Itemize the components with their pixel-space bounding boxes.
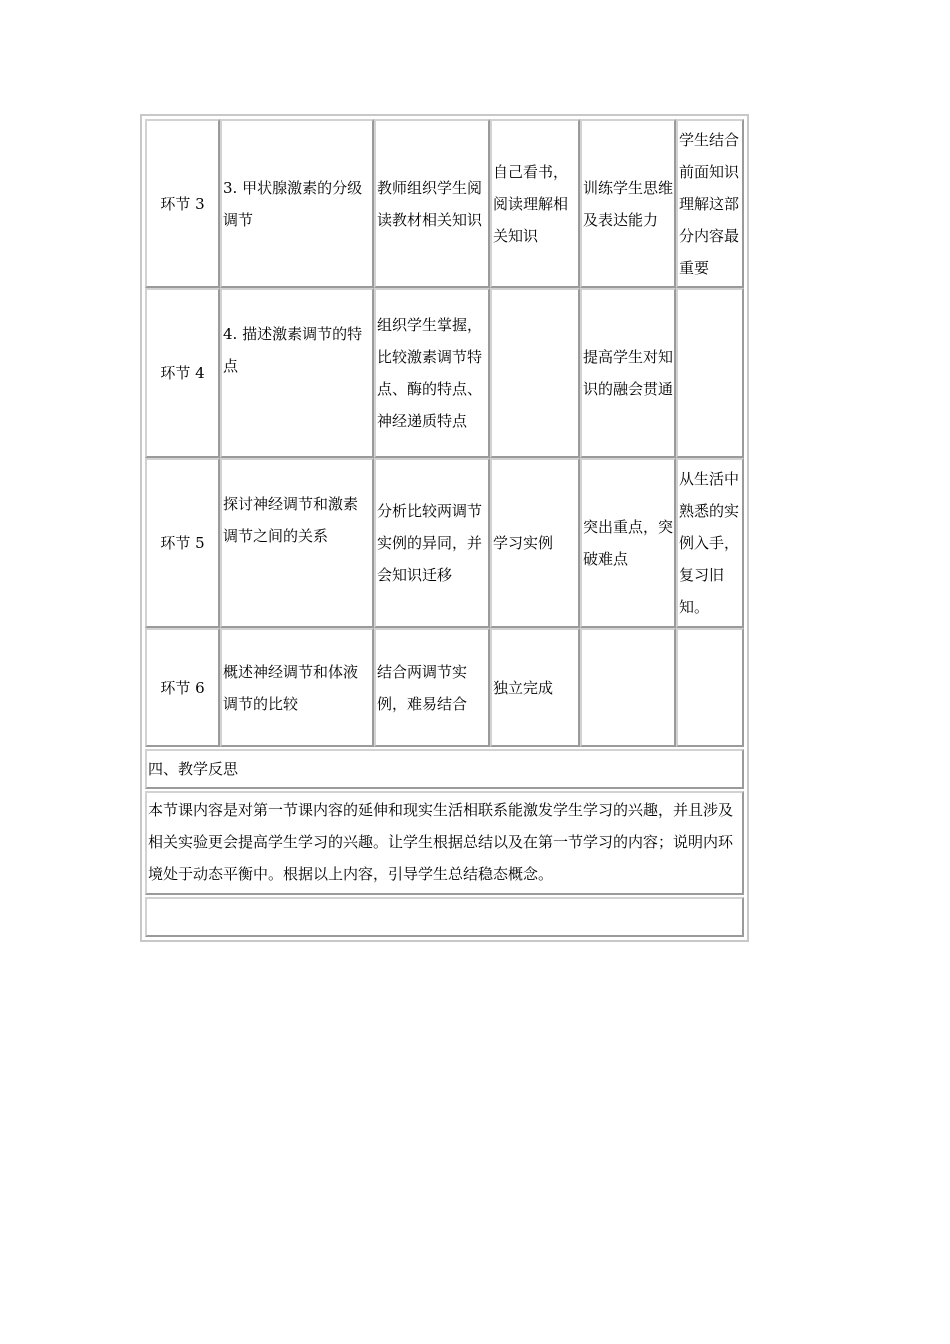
reflection-heading — [145, 749, 744, 789]
row-5-content-text: 探讨神经调节和激素调节之间的关系 — [223, 495, 359, 545]
row-3-student-text: 自己看书，阅读理解相关知识 — [493, 162, 569, 245]
row-3-content — [220, 119, 374, 288]
row-5-student-text: 学习实例 — [493, 534, 554, 552]
reflection-body-text: 本节课内容是对第一节课内容的延伸和现实生活相联系能激发学生学习的兴趣，并且涉及相关实验更会提高学生学习的兴趣。让学生根据总结以及在第一节学习的内容；说明内环境处于动态平衡中。根据以上内容，引导学生总结稳态概念。 — [148, 801, 734, 883]
row-6-label-text: 环节 6 — [160, 678, 205, 697]
row-4-student — [490, 288, 580, 458]
row-6-student — [490, 628, 580, 747]
row-4-intent-text: 提高学生对知识的融会贯通 — [583, 348, 674, 398]
row-5-teacher — [374, 458, 490, 628]
row-5-intent — [580, 458, 676, 628]
reflection-footer — [145, 897, 744, 937]
row-4-teacher — [374, 288, 490, 458]
row-4-teacher-text: 组织学生掌握，比较激素调节特点、酶的特点、神经递质特点 — [377, 316, 483, 430]
row-3-student — [490, 119, 580, 288]
row-3-label-text: 环节 3 — [160, 194, 205, 213]
row-5-label-text: 环节 5 — [160, 534, 205, 552]
row-5-label — [145, 458, 220, 628]
row-3-content-text: 3. 甲状腺激素的分级调节 — [223, 178, 363, 229]
reflection-body — [145, 791, 744, 895]
row-3-intent — [580, 119, 676, 288]
row-6-teacher — [374, 628, 490, 747]
row-3-label — [145, 119, 220, 288]
row-6-label — [145, 628, 220, 747]
row-6-content-text: 概述神经调节和体液调节的比较 — [223, 662, 359, 713]
row-4-content-text: 4. 描述激素调节的特点 — [223, 325, 363, 375]
row-4-content — [220, 288, 374, 458]
row-5-content — [220, 458, 374, 628]
row-6-note — [676, 628, 744, 747]
row-6-teacher-text: 结合两调节实例，难易结合 — [377, 662, 468, 713]
row-4-label — [145, 288, 220, 458]
row-5-student — [490, 458, 580, 628]
row-4-label-text: 环节 4 — [160, 364, 205, 382]
row-3-intent-text: 训练学生思维及表达能力 — [583, 178, 674, 229]
row-6-intent — [580, 628, 676, 747]
row-4-intent — [580, 288, 676, 458]
reflection-heading-text: 四、教学反思 — [148, 760, 239, 778]
row-4-note — [676, 288, 744, 458]
row-3-note — [676, 119, 744, 288]
row-6-student-text: 独立完成 — [493, 678, 554, 697]
row-3-teacher — [374, 119, 490, 288]
row-3-note-text: 学生结合前面知识理解这部分内容最重要 — [679, 130, 740, 277]
row-6-content — [220, 628, 374, 747]
row-5-note — [676, 458, 744, 628]
row-5-note-text: 从生活中熟悉的实例入手，复习旧知。 — [679, 470, 740, 616]
row-5-teacher-text: 分析比较两调节实例的异同，并会知识迁移 — [377, 502, 483, 584]
row-5-intent-text: 突出重点，突破难点 — [583, 518, 674, 568]
row-3-teacher-text: 教师组织学生阅读教材相关知识 — [377, 178, 483, 229]
